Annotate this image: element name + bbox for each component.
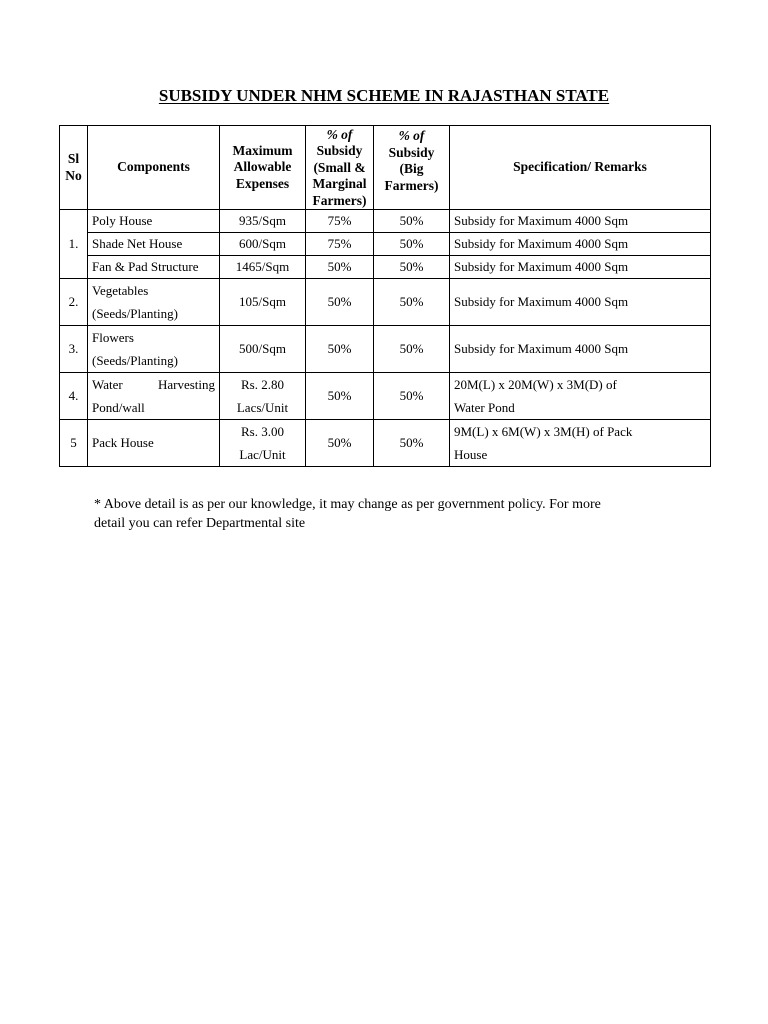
- sl-cell: 2.: [60, 279, 88, 326]
- component-cell: Poly House: [88, 210, 220, 233]
- header-small-farmers: % of Subsidy (Small & Marginal Farmers): [306, 126, 374, 210]
- component-cell: Water Harvesting Pond/wall: [88, 373, 220, 420]
- max-cell: 500/Sqm: [220, 326, 306, 373]
- small-cell: 50%: [306, 373, 374, 420]
- component-cell: Pack House: [88, 420, 220, 467]
- sl-cell: 1.: [60, 210, 88, 279]
- remarks-cell: Subsidy for Maximum 4000 Sqm: [450, 279, 711, 326]
- page-title: SUBSIDY UNDER NHM SCHEME IN RAJASTHAN STATE: [158, 86, 610, 105]
- max-cell: 1465/Sqm: [220, 256, 306, 279]
- remarks-cell: 9M(L) x 6M(W) x 3M(H) of Pack House: [450, 420, 711, 467]
- small-cell: 75%: [306, 233, 374, 256]
- big-cell: 50%: [374, 210, 450, 233]
- table-row: [60, 420, 711, 467]
- remarks-cell: 20M(L) x 20M(W) x 3M(D) of Water Pond: [450, 373, 711, 420]
- max-cell: 105/Sqm: [220, 279, 306, 326]
- table-row: [60, 326, 711, 373]
- max-cell: Rs. 2.80 Lacs/Unit: [220, 373, 306, 420]
- sl-cell: 3.: [60, 326, 88, 373]
- footnote: * Above detail is as per our knowledge, it may change as per government policy. For more detail you can refer Departmental site: [94, 497, 601, 531]
- header-row: [60, 126, 711, 210]
- small-cell: 75%: [306, 210, 374, 233]
- header-remarks: Specification/ Remarks: [450, 126, 711, 210]
- big-cell: 50%: [374, 373, 450, 420]
- component-cell: Fan & Pad Structure: [88, 256, 220, 279]
- sl-cell: 4.: [60, 373, 88, 420]
- remarks-cell: Subsidy for Maximum 4000 Sqm: [450, 210, 711, 233]
- table-row: [60, 373, 711, 420]
- sl-cell: 5: [60, 420, 88, 467]
- small-cell: 50%: [306, 326, 374, 373]
- max-cell: Rs. 3.00 Lac/Unit: [220, 420, 306, 467]
- remarks-cell: Subsidy for Maximum 4000 Sqm: [450, 233, 711, 256]
- big-cell: 50%: [374, 233, 450, 256]
- table-row: [60, 210, 711, 233]
- small-cell: 50%: [306, 420, 374, 467]
- big-cell: 50%: [374, 279, 450, 326]
- header-sl: Sl No: [60, 126, 88, 210]
- remarks-cell: Subsidy for Maximum 4000 Sqm: [450, 326, 711, 373]
- component-cell: Vegetables (Seeds/Planting): [88, 279, 220, 326]
- max-cell: 600/Sqm: [220, 233, 306, 256]
- max-cell: 935/Sqm: [220, 210, 306, 233]
- component-cell: Flowers (Seeds/Planting): [88, 326, 220, 373]
- big-cell: 50%: [374, 256, 450, 279]
- remarks-cell: Subsidy for Maximum 4000 Sqm: [450, 256, 711, 279]
- subsidy-table: [59, 125, 711, 467]
- header-components: Components: [88, 126, 220, 210]
- small-cell: 50%: [306, 256, 374, 279]
- small-cell: 50%: [306, 279, 374, 326]
- big-cell: 50%: [374, 326, 450, 373]
- header-big-farmers: % of Subsidy (Big Farmers): [374, 126, 450, 210]
- big-cell: 50%: [374, 420, 450, 467]
- header-max-expenses: Maximum Allowable Expenses: [220, 126, 306, 210]
- table-row: [60, 256, 711, 279]
- table-row: [60, 233, 711, 256]
- table-row: [60, 279, 711, 326]
- component-cell: Shade Net House: [88, 233, 220, 256]
